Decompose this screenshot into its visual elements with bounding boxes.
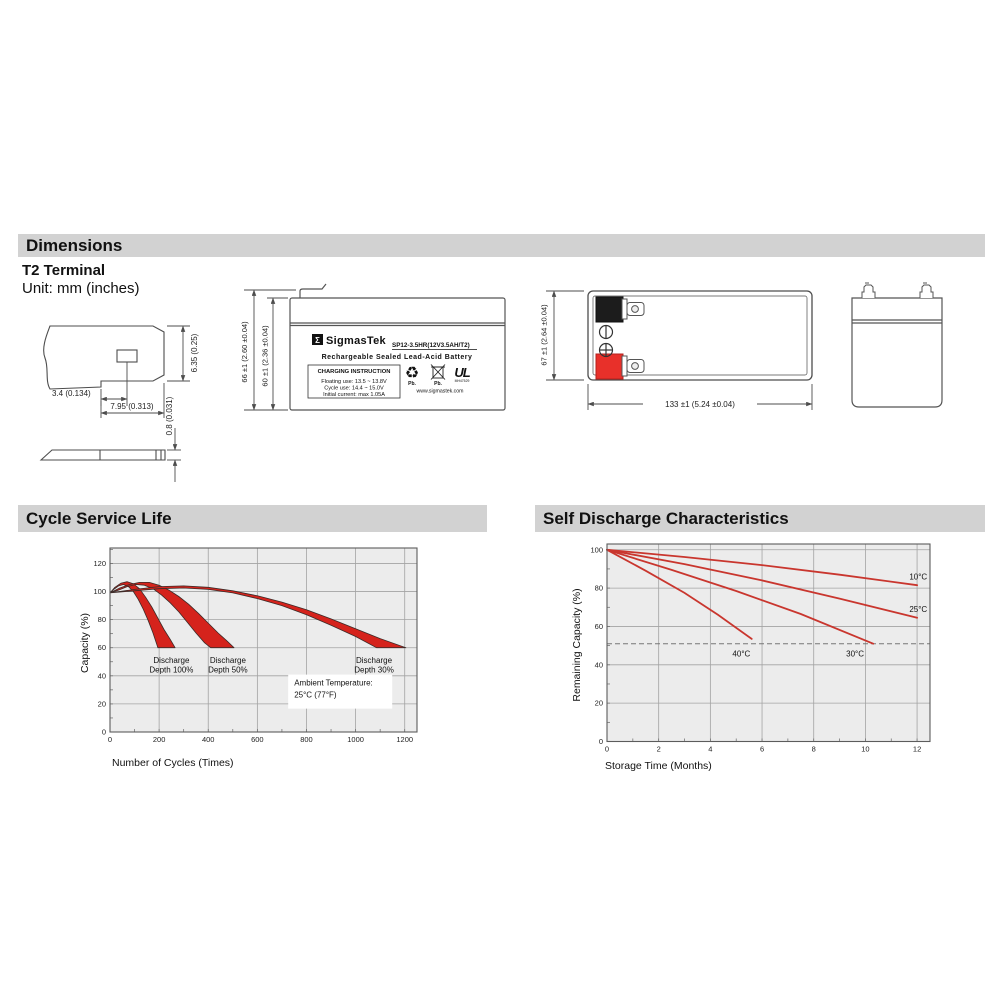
x-tick-label: 800 xyxy=(300,735,313,744)
plot-area xyxy=(590,544,930,754)
terminal-1 xyxy=(862,285,875,298)
x-tick-label: 0 xyxy=(107,735,113,744)
ul-file-number: MH47529 xyxy=(454,379,470,383)
case-outline xyxy=(852,298,942,407)
blade-side-outline xyxy=(41,450,165,460)
dim-length: 133 ±1 (5.24 ±0.04) xyxy=(665,400,735,409)
model-number: SP12-3.5HR(12V3.5AH/T2) xyxy=(392,342,470,349)
discharge-y-axis-title: Remaining Capacity (%) xyxy=(571,588,583,702)
website: www.sigmastek.com xyxy=(416,388,464,395)
front-dims xyxy=(240,290,296,410)
y-tick-label: 20 xyxy=(594,698,603,708)
y-tick-label: 0 xyxy=(101,727,106,737)
y-tick-label: 0 xyxy=(598,737,603,746)
x-tick-label: 10 xyxy=(861,744,870,754)
annotation-1-line-0: Discharge xyxy=(209,656,246,666)
y-tick-label: 80 xyxy=(594,583,603,593)
x-tick-label: 6 xyxy=(759,744,765,754)
x-tick-label: 1000 xyxy=(347,735,364,744)
annotation-1-line-1: Depth 50% xyxy=(208,665,248,675)
y-tick-label: 120 xyxy=(93,558,106,568)
x-tick-label: 200 xyxy=(152,735,166,744)
charging-line-1: Floating use: 13.5 ~ 13.8V xyxy=(321,379,387,385)
blade-hole xyxy=(117,350,137,362)
positive-terminal-tab xyxy=(622,356,644,376)
positive-terminal xyxy=(596,354,623,379)
dim-total-height: 66 ±1 (2.60 ±0.04) xyxy=(240,321,249,383)
y-tick-label: 80 xyxy=(97,615,106,625)
cycle-service-life-header: Cycle Service Life xyxy=(18,505,487,532)
dim-tab-height-group xyxy=(167,326,190,381)
annotation-0-line-1: Depth 100% xyxy=(149,665,194,675)
y-tick-label: 20 xyxy=(97,699,106,709)
plus-symbol-icon xyxy=(600,344,613,357)
y-tick-label: 60 xyxy=(594,621,603,631)
pb-recycle-label: Pb. xyxy=(408,381,416,387)
terminal-blade-side xyxy=(41,450,165,460)
plot-area xyxy=(93,548,417,744)
front-terminal-tab xyxy=(300,284,326,298)
terminal-2 xyxy=(920,285,933,298)
cycle-y-axis-title: Capacity (%) xyxy=(79,612,91,674)
ul-icon: UL xyxy=(454,365,470,380)
terminal-type-heading: T2 Terminal xyxy=(22,262,106,279)
x-tick-label: 2 xyxy=(656,744,661,754)
dim-tab-height: 6.35 (0.25) xyxy=(190,333,199,373)
brand-name: SigmasTek xyxy=(326,335,386,347)
dimensions-header: Dimensions xyxy=(18,234,985,257)
y-tick-label: 100 xyxy=(93,587,106,597)
dim-hole-offset: 3.4 (0.134) xyxy=(52,389,91,398)
annotation-2-line-1: Depth 30% xyxy=(354,665,394,675)
series-label-3: 40°C xyxy=(732,649,751,659)
sigma-icon: Σ xyxy=(315,335,320,345)
charging-line-3: Initial current: max 1.05A xyxy=(323,392,385,398)
pb-bin-label: Pb. xyxy=(434,381,442,387)
x-tick-label: 12 xyxy=(912,744,922,754)
negative-terminal-tab xyxy=(622,299,644,319)
battery-side-view xyxy=(835,280,965,430)
battery-top-view xyxy=(530,280,830,430)
annotation-3-line-0: Ambient Temperature: xyxy=(294,678,373,688)
blade-outline xyxy=(44,326,164,389)
negative-terminal xyxy=(596,297,623,322)
annotation-2-line-0: Discharge xyxy=(356,656,393,666)
terminal-detail-drawing xyxy=(20,296,240,496)
y-tick-label: 40 xyxy=(97,671,106,681)
plot-background xyxy=(607,544,930,742)
series-label-0: 10°C xyxy=(909,572,928,582)
charging-line-2: Cycle use: 14.4 ~ 15.0V xyxy=(324,385,384,392)
side-case xyxy=(852,298,942,407)
dim-tab-width: 7.95 (0.313) xyxy=(110,402,154,411)
dim-thickness: 0.8 (0.031) xyxy=(165,396,174,436)
dim-tab-width-group xyxy=(101,383,164,418)
self-discharge-chart xyxy=(560,543,990,788)
dim-width: 67 ±1 (2.64 ±0.04) xyxy=(539,304,549,366)
discharge-x-axis-title: Storage Time (Months) xyxy=(605,760,712,772)
y-tick-label: 60 xyxy=(97,643,106,653)
self-discharge-header: Self Discharge Characteristics xyxy=(535,505,985,532)
series-label-1: 25°C xyxy=(909,605,928,615)
cycle-service-life-chart xyxy=(60,543,460,783)
x-tick-label: 600 xyxy=(251,735,264,744)
x-tick-label: 400 xyxy=(201,735,215,744)
x-tick-label: 4 xyxy=(708,744,713,754)
recycle-icon: ♻ xyxy=(404,365,420,382)
x-tick-label: 1200 xyxy=(396,735,414,744)
cycle-x-axis-title: Number of Cycles (Times) xyxy=(112,757,234,769)
annotation-3-line-1: 25°C (77°F) xyxy=(294,690,337,700)
side-terminals xyxy=(862,283,933,298)
x-tick-label: 0 xyxy=(604,744,610,754)
unit-note: Unit: mm (inches) xyxy=(22,280,140,297)
dim-hole-offset-group xyxy=(101,362,127,406)
dim-case-height: 60 ±1 (2.36 ±0.04) xyxy=(260,325,270,387)
y-tick-label: 40 xyxy=(594,660,603,670)
x-tick-label: 8 xyxy=(811,744,816,754)
annotation-0-line-0: Discharge xyxy=(153,656,190,666)
y-tick-label: 100 xyxy=(590,545,603,555)
battery-front-view xyxy=(240,280,525,435)
battery-type-line: Rechargeable Sealed Lead-Acid Battery xyxy=(321,354,473,361)
charging-title: CHARGING INSTRUCTION xyxy=(317,369,391,375)
terminal-blade-front xyxy=(44,326,164,389)
series-label-2: 30°C xyxy=(846,649,865,659)
